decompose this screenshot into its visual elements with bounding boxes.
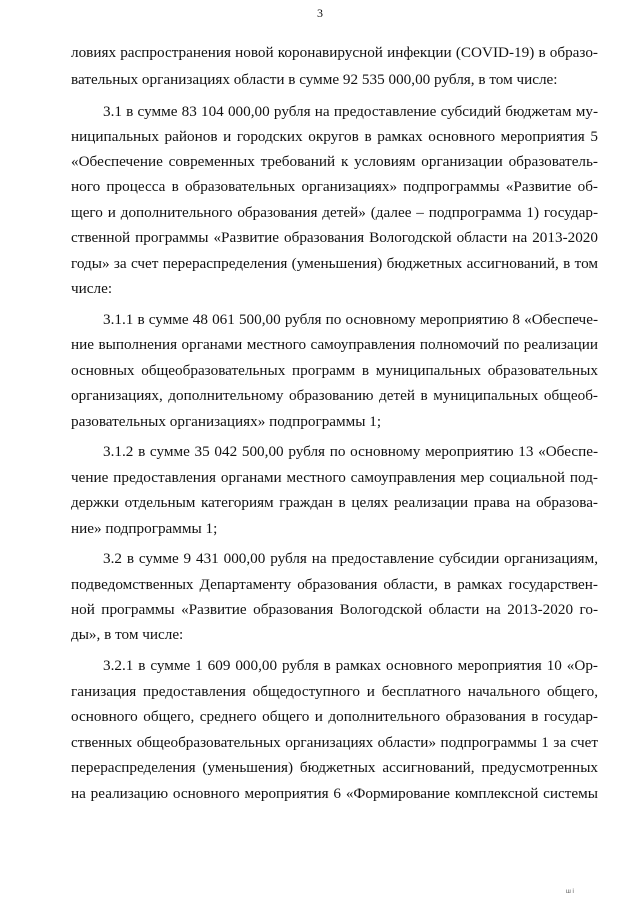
- text-line-13: основных общеобразовательных программ в муниципальных образовательных: [71, 362, 598, 379]
- text-line-17: чение предоставления органами местного самоуправления мер социальной под-: [71, 469, 598, 486]
- text-line-26: основного общего, среднего общего и дополнительного образования в государ-: [71, 708, 598, 725]
- text-line-15: разовательных организациях» подпрограммы 1;: [71, 413, 382, 430]
- text-line-28: перераспределения (уменьшения) бюджетных ассигнований, предусмотренных: [71, 759, 598, 776]
- page-number: 3: [317, 6, 323, 20]
- text-line-3: 3.1 в сумме 83 104 000,00 рубля на предоставление субсидий бюджетам му-: [103, 103, 598, 120]
- text-line-23: ды», в том числе:: [71, 626, 184, 643]
- text-line-5: «Обеспечение современных требований к условиям организации образователь-: [71, 153, 598, 170]
- text-line-8: ственной программы «Развитие образования Вологодской области на 2013-2020: [71, 229, 598, 246]
- text-line-16: 3.1.2 в сумме 35 042 500,00 рубля по основному мероприятию 13 «Обеспе-: [103, 443, 598, 460]
- text-line-22: ной программы «Развитие образования Вологодской области на 2013-2020 го-: [71, 601, 598, 618]
- text-line-7: щего и дополнительного образования детей» (далее – подпрограмма 1) государ-: [71, 204, 598, 221]
- text-line-24: 3.2.1 в сумме 1 609 000,00 рубля в рамках основного мероприятия 10 «Ор-: [103, 657, 598, 674]
- text-line-6: ного процесса в образовательных организациях» подпрограммы «Развитие об-: [71, 178, 598, 195]
- text-line-19: ние» подпрограммы 1;: [71, 520, 218, 537]
- text-line-18: держки отдельным категориям граждан в целях реализации права на образова-: [71, 494, 598, 511]
- text-line-20: 3.2 в сумме 9 431 000,00 рубля на предоставление субсидии организациям,: [103, 550, 598, 567]
- text-line-2: вательных организациях области в сумме 92 535 000,00 рубля, в том числе:: [71, 71, 558, 88]
- text-line-29: на реализацию основного мероприятия 6 «Формирование комплексной системы: [71, 785, 598, 802]
- text-line-1: ловиях распространения новой коронавирусной инфекции (COVID-19) в образо-: [71, 44, 598, 61]
- text-line-14: организациях, дополнительному образованию детей в муниципальных общеоб-: [71, 387, 598, 404]
- text-line-10: числе:: [71, 280, 113, 297]
- text-line-27: ственных общеобразовательных организациях области» подпрограммы 1 за счет: [71, 734, 598, 751]
- text-line-12: ние выполнения органами местного самоуправления полномочий по реализации: [71, 336, 598, 353]
- text-line-11: 3.1.1 в сумме 48 061 500,00 рубля по основному мероприятию 8 «Обеспече-: [103, 311, 598, 328]
- text-line-4: ниципальных районов и городских округов в рамках основного мероприятия 5: [71, 128, 598, 145]
- text-line-9: годы» за счет перераспределения (уменьшения) бюджетных ассигнований, в том: [71, 255, 598, 272]
- footer-mark: ш і: [566, 889, 574, 895]
- text-line-21: подведомственных Департаменту образования области, в рамках государствен-: [71, 576, 598, 593]
- text-line-25: ганизация предоставления общедоступного и бесплатного начального общего,: [71, 683, 598, 700]
